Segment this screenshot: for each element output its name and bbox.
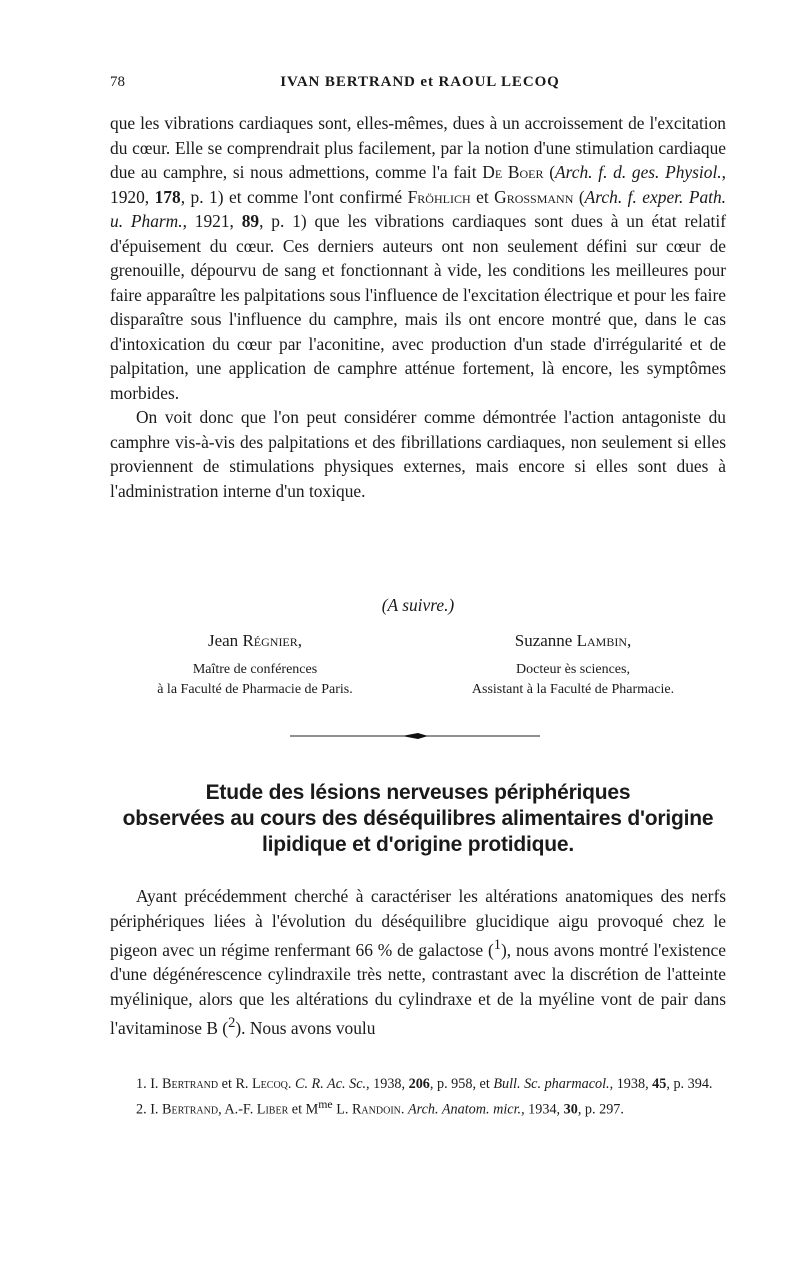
signature-name: Jean Régnier,: [207, 631, 303, 650]
to-be-continued: (A suivre.): [381, 595, 455, 615]
journal-citation: Arch. f. d. ges. Physiol.: [555, 162, 722, 182]
footnote: 1. I. Bertrand et R. Lecoq. C. R. Ac. Sc., 1938, 206, p. 958, et Bull. Sc. pharmacol., 1938, 45, p. 394.: [136, 1076, 713, 1092]
author-name: De Boer: [482, 162, 544, 182]
volume-number: 178: [154, 186, 181, 207]
signature-role: à la Faculté de Pharmacie de Paris.: [157, 682, 353, 697]
section-divider: [290, 730, 540, 742]
signature-role: Assistant à la Faculté de Pharmacie.: [471, 682, 675, 697]
article-text: [110, 884, 726, 1041]
signature-role: Maître de conférences: [192, 662, 318, 677]
footnote-ref: 2: [228, 1015, 236, 1032]
footnote-ref: 1: [493, 937, 502, 953]
article-title: Etude des lésions nerveuses périphériques observées au cours des déséquilibres alimentaires d'origine lipidique et d'origine protidique.: [122, 781, 714, 856]
signature-role: Docteur ès sciences,: [516, 662, 630, 677]
signature-name: Suzanne Lambin,: [514, 631, 632, 650]
paragraph: Ayant précédemment cherché à caractériser les altérations anatomiques des nerfs périphériques liées à l'évolution du déséquilibre glucidique aigu provoqué chez le pigeon avec un régime renfermant 66 % de galactose ($^1$), nous avons montré l'existence d'une dégénérescence cylindraxile très nette, contrastant avec la discrétion de l'atteinte myélinique, alors que les altérations du cylindraxe et de la myéline vont de pair dans l'avitaminose B ($^2$). Nous avons voulu: [110, 886, 726, 1039]
continuation-text: [110, 111, 726, 503]
running-head: [110, 74, 730, 96]
signature-lambin: [420, 630, 726, 700]
journal-citation: Arch. f. exper. Path. u. Pharm.: [110, 186, 727, 231]
page-number: 78: [110, 74, 125, 90]
running-title: IVAN BERTRAND et RAOUL LECOQ: [280, 74, 560, 90]
author-name: Grossmann: [494, 186, 574, 207]
author-name: Fröhlich: [407, 186, 471, 207]
signature-regnier: [110, 630, 400, 700]
volume-number: 89: [241, 211, 260, 231]
paragraph: que les vibrations cardiaques sont, elles-mêmes, dues à un accroissement de l'excitation du cœur. Elle se comprendrait plus facilement, par la notion d'une stimulation cardiaque due au camphre, si nous admettions, comme l'a fait De Boer (Arch. f. d. ges. Physiol., 1920, 178, p. 1) et comme l'ont confirmé Fröhlich et Grossmann (Arch. f. exper. Path. u. Pharm., 1921, 89, p. 1) que les vibrations cardiaques sont dues à un état relatif d'épuisement du cœur. Ces derniers auteurs ont non seulement défini sur cœur de grenouille, dépourvu de sang et fonctionnant à vide, les conditions les meilleures pour faire apparaître les palpitations sous l'influence de l'excitation électrique et pour les faire disparaître sous l'influence du camphre, mais ils ont encore montré que, dans le cas d'intoxication du cœur par l'aconitine, avec production d'un stade d'irrégularité et de palpitation, une application de camphre atténue fortement, là encore, les symptômes morbides.: [110, 113, 727, 403]
paragraph: On voit donc que l'on peut considérer comme démontrée l'action antagoniste du camphre vis-à-vis des palpitations et des fibrillations cardiaques, non seulement si elles proviennent de stimulations physiques externes, mais encore si elles sont dues à l'administration interne d'un toxique.: [110, 407, 726, 501]
footnotes: [110, 1075, 726, 1120]
footnote: 2. I. Bertrand, A.-F. Liber et $M^{me}$ L. Randoin. Arch. Anatom. micr., 1934, 30, p. 297.: [136, 1096, 624, 1118]
